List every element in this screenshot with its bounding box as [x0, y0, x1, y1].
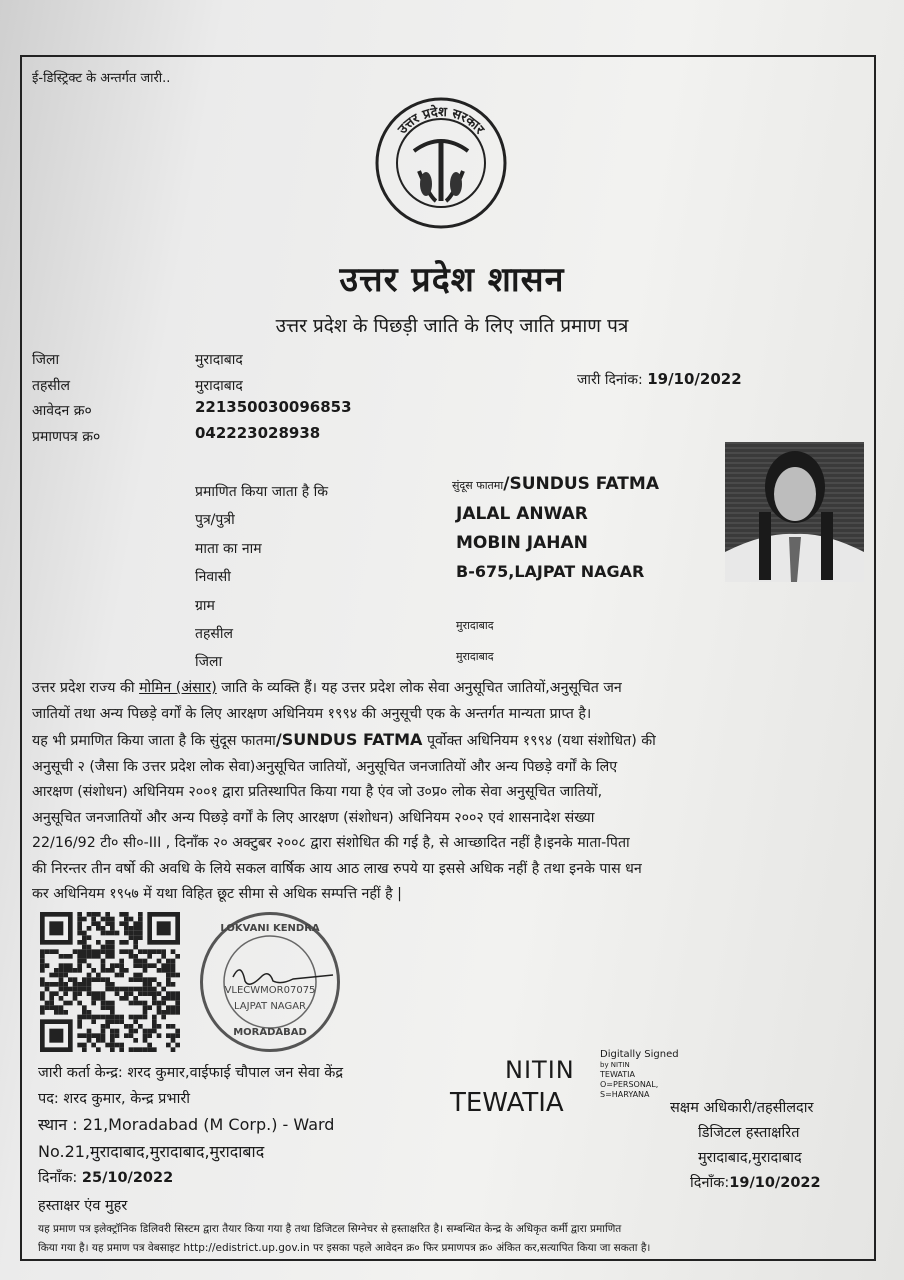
- address: B-675,LAJPAT NAGAR: [456, 562, 645, 581]
- body-text: यह भी प्रमाणित किया जाता है कि सुंदूस फातमा: [32, 733, 276, 749]
- detail-label: ग्राम: [195, 598, 215, 614]
- tehsil-value: मुरादाबाद: [456, 619, 494, 632]
- meta-value: मुरादाबाद: [195, 378, 243, 394]
- body-text: उत्तर प्रदेश राज्य की: [32, 680, 140, 696]
- applicant-name-english: /SUNDUS FATMA: [503, 474, 659, 494]
- signature: [233, 970, 333, 984]
- detail-label: जिला: [195, 654, 223, 670]
- officer-place: मुरादाबाद,मुरादाबाद: [698, 1150, 802, 1166]
- applicant-name: [452, 474, 659, 494]
- meta-label: तहसील: [32, 378, 70, 394]
- issue-date-value: 19/10/2022: [647, 370, 742, 388]
- stamp-code: VLECWMOR07075: [224, 985, 316, 996]
- date-label: दिनाँक:: [690, 1175, 730, 1191]
- date-value: 25/10/2022: [81, 1170, 174, 1186]
- body-text: अनुसूचित जनजातियों और अन्य पिछड़े वर्गों के लिए आरक्षण (संशोधन) अधिनियम २००२ एवं शासनादेश संख्या: [32, 809, 595, 826]
- page-title: उत्तर प्रदेश शासन: [339, 260, 565, 300]
- digitally-signed-label: डिजिटल हस्ताक्षरित: [698, 1125, 800, 1141]
- body-text: पूर्वोक्त अधिनियम १९९४ (यथा संशोधित) की: [422, 733, 656, 749]
- sig-line: S=HARYANA: [600, 1090, 650, 1099]
- meta-label: आवेदन क्र०: [32, 403, 92, 419]
- issuer-date: [38, 1167, 173, 1187]
- officer-date: [690, 1172, 821, 1192]
- body-text: आरक्षण (संशोधन) अधिनियम २००१ द्वारा प्रतिस्थापित किया गया है एंव जो उ०प्र० लोक सेवा अनुसूचित जातियों,: [32, 784, 603, 800]
- footer-note: [38, 1220, 650, 1258]
- application-number: 221350030096853: [195, 398, 352, 416]
- stamp-top-text: LOKVANI KENDRA: [220, 923, 320, 934]
- signer-last-name: TEWATIA: [450, 1088, 564, 1118]
- footer-line: यह प्रमाण पत्र इलेक्ट्रॉनिक डिलिवरी सिस्टम द्वारा तैयार किया गया है तथा डिजिटल सिग्नेचर से हस्ताक्षरित है। सम्बन्धित केन्द्र के अधिकृत कर्मी द्वारा प्रमाणित: [38, 1223, 622, 1235]
- issue-date: [577, 370, 742, 389]
- father-name: JALAL ANWAR: [456, 504, 588, 524]
- sig-line: O=PERSONAL,: [600, 1080, 659, 1089]
- body-text: जातियों तथा अन्य पिछड़े वर्गों के लिए आरक्षण अधिनियम १९९४ की अनुसूची एक के अन्तर्गत मान्यता प्राप्त है।: [32, 705, 592, 722]
- applicant-photo: [725, 442, 864, 582]
- certificate-body: [32, 676, 656, 908]
- sig-line: by NITIN: [600, 1061, 630, 1069]
- detail-label: पुत्र/पुत्री: [195, 512, 235, 528]
- issuer-place: स्थान : 21,Moradabad (M Corp.) - Ward: [38, 1115, 335, 1134]
- person-photo-icon: [725, 442, 864, 582]
- signature-details: [600, 1050, 679, 1100]
- issue-date-label: जारी दिनांक:: [577, 372, 643, 388]
- certificate-subtitle: उत्तर प्रदेश के पिछड़ी जाति के लिए जाति प्रमाण पत्र: [275, 315, 629, 337]
- meta-label: जिला: [32, 352, 60, 368]
- signature-seal-label: हस्ताक्षर एंव मुहर: [38, 1198, 128, 1214]
- up-government-emblem-icon: [374, 96, 508, 230]
- body-text: कर अधिनियम १९५७ में यथा विहित छूट सीमा से अधिक सम्पत्ति नहीं है |: [32, 886, 402, 902]
- signer-first-name: NITIN: [505, 1056, 575, 1084]
- issuer-post: पद: शरद कुमार, केन्द्र प्रभारी: [38, 1091, 191, 1107]
- district-value: मुरादाबाद: [456, 650, 494, 663]
- body-text: अनुसूची २ (जैसा कि उत्तर प्रदेश लोक सेवा)अनुसूचित जातियों, अनुसूचित जनजातियों और अन्य पिछड़े वर्गों के लिए: [32, 758, 618, 775]
- officer-title: सक्षम अधिकारी/तहसीलदार: [670, 1100, 814, 1116]
- sig-line: Digitally Signed: [600, 1049, 679, 1060]
- meta-value: मुरादाबाद: [195, 352, 243, 368]
- applicant-name-inline: /SUNDUS FATMA: [275, 730, 423, 749]
- detail-label: तहसील: [195, 626, 233, 642]
- edistrict-note: ई-डिस्ट्रिक्ट के अन्तर्गत जारी..: [32, 71, 171, 86]
- detail-label: माता का नाम: [195, 541, 262, 557]
- caste-name: मोमिन (अंसार): [139, 680, 217, 696]
- footer-line: किया गया है। यह प्रमाण पत्र वेबसाइट http://edistrict.up.gov.in पर इसका पहले आवेदन क्र० फिर प्रमाणपत्र क्र० अंकित कर,सत्यापित किया जा सकता है।: [38, 1242, 651, 1254]
- issuer-place: No.21,मुरादाबाद,मुरादाबाद,मुरादाबाद: [38, 1142, 265, 1161]
- qr-code-icon[interactable]: [40, 912, 180, 1052]
- body-text: जाति के व्यक्ति हैं। यह उत्तर प्रदेश लोक सेवा अनुसूचित जातियों,अनुसूचित जन: [216, 680, 622, 696]
- official-stamp: [200, 912, 340, 1052]
- date-label: दिनाँक:: [38, 1170, 78, 1186]
- mother-name: MOBIN JAHAN: [456, 533, 588, 553]
- stamp-place: LAJPAT NAGAR: [233, 1001, 307, 1012]
- detail-label: प्रमाणित किया जाता है कि: [195, 484, 329, 500]
- sig-line: TEWATIA: [600, 1070, 635, 1079]
- body-text: 22/16/92 टी० सी०-III , दिनाँक २० अक्टुबर २००८ द्वारा संशोधित की गई है, से आच्छादित नहीं है।इनके माता-पिता: [32, 835, 630, 851]
- detail-label: निवासी: [195, 569, 231, 585]
- stamp-bottom-text: MORADABAD: [233, 1027, 307, 1038]
- meta-label: प्रमाणपत्र क्र०: [32, 429, 101, 445]
- applicant-name-hindi: सुंदूस फातमा: [452, 479, 504, 492]
- svg-text:उत्तर प्रदेश सरकार: उत्तर प्रदेश सरकार: [395, 104, 487, 138]
- date-value: 19/10/2022: [729, 1175, 821, 1191]
- certificate-number: 042223028938: [195, 424, 321, 442]
- body-text: की निरन्तर तीन वर्षो की अवधि के लिये सकल वार्षिक आय आठ लाख रुपये या इससे अधिक नहीं है तथा इनके पास धन: [32, 860, 642, 877]
- issuing-centre: जारी कर्ता केन्द्र: शरद कुमार,वाईफाई चौपाल जन सेवा केंद्र: [38, 1065, 344, 1081]
